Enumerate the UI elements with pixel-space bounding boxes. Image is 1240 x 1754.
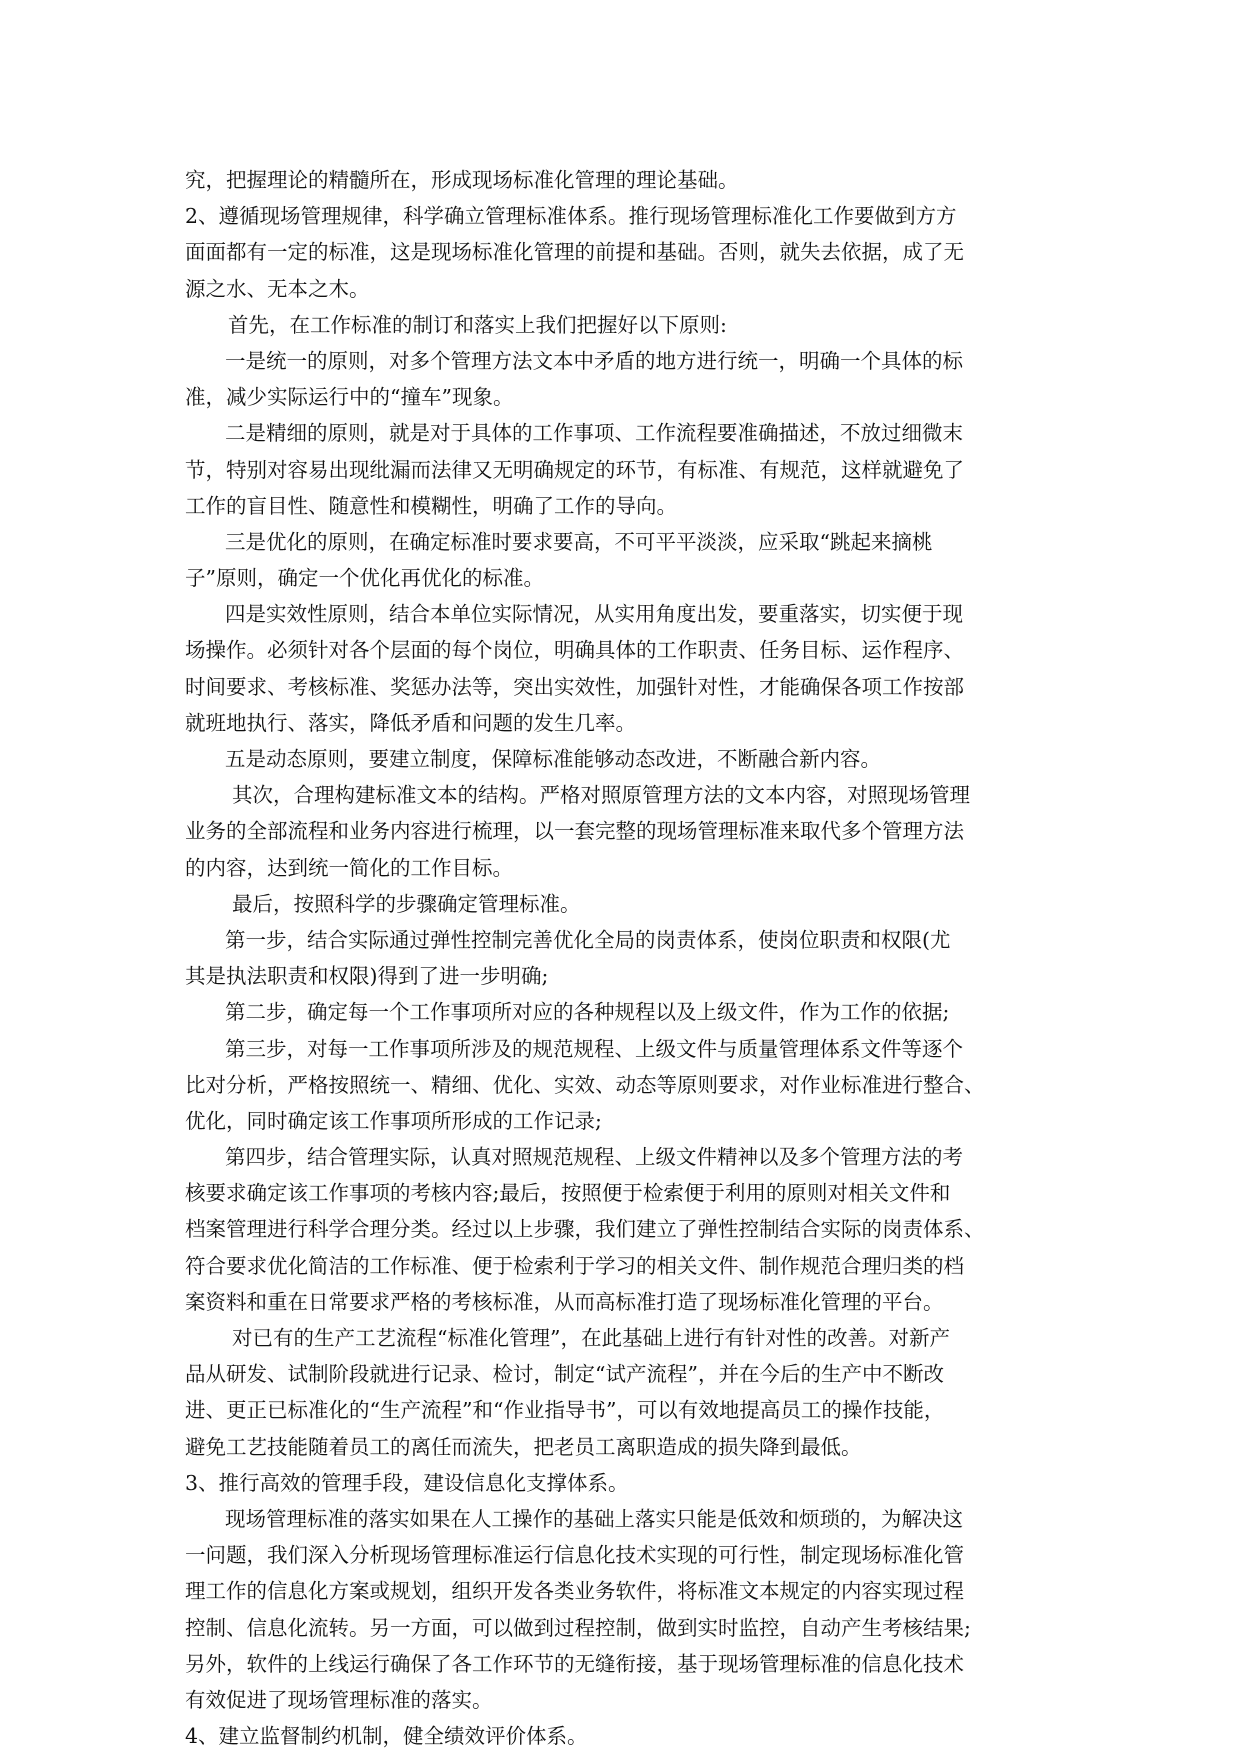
paragraph-start: 现场管理标准的落实如果在人工操作的基础上落实只能是低效和烦琐的，为解决这: [225, 1506, 963, 1531]
text-line: 档案管理进行科学合理分类。经过以上步骤，我们建立了弹性控制结合实际的岗责体系、: [185, 1217, 985, 1242]
paragraph-start: 对已有的生产工艺流程“标准化管理”，在此基础上进行有针对性的改善。对新产: [232, 1326, 950, 1350]
paragraph-start: 第一步，结合实际通过弹性控制完善优化全局的岗责体系，使岗位职责和权限(尤: [225, 927, 951, 952]
text-line: 进、更正已标准化的“生产流程”和“作业指导书”，可以有效地提高员工的操作技能，: [185, 1398, 945, 1423]
text-line: 节，特别对容易出现纰漏而法律又无明确规定的环节，有标准、有规范，这样就避免了: [185, 457, 964, 482]
paragraph-start: 第二步，确定每一个工作事项所对应的各种规程以及上级文件，作为工作的依据;: [225, 1000, 950, 1025]
paragraph-start: 第三步，对每一工作事项所涉及的规范规程、上级文件与质量管理体系文件等逐个: [225, 1036, 963, 1061]
text-line: 品从研发、试制阶段就进行记录、检讨，制定“试产流程”，并在今后的生产中不断改: [185, 1362, 944, 1387]
text-line: 场操作。必须针对各个层面的每个岗位，明确具体的工作职责、任务目标、运作程序、: [185, 638, 964, 663]
paragraph-start: 五是动态原则，要建立制度，保障标准能够动态改进，不断融合新内容。: [225, 747, 881, 771]
text-line: 准，减少实际运行中的“撞车”现象。: [185, 385, 514, 410]
text-line: 一问题，我们深入分析现场管理标准运行信息化技术实现的可行性，制定现场标准化管: [185, 1543, 964, 1568]
text-line: 另外，软件的上线运行确保了各工作环节的无缝衔接，基于现场管理标准的信息化技术: [185, 1651, 964, 1676]
text-line: 符合要求优化简洁的工作标准、便于检索利于学习的相关文件、制作规范合理归类的档: [185, 1253, 964, 1278]
text-line: 工作的盲目性、随意性和模糊性，明确了工作的导向。: [185, 493, 677, 518]
text-line: 就班地执行、落实，降低矛盾和问题的发生几率。: [185, 710, 636, 735]
text-line: 优化，同时确定该工作事项所形成的工作记录;: [185, 1108, 602, 1133]
paragraph-start: 三是优化的原则，在确定标准时要求要高，不可平平淡淡，应采取“跳起来摘桃: [225, 529, 933, 554]
section-heading: 4、建立监督制约机制，健全绩效评价体系。: [185, 1724, 588, 1749]
text-line: 比对分析，严格按照统一、精细、优化、实效、动态等原则要求，对作业标准进行整合、: [185, 1072, 985, 1097]
text-line: 理工作的信息化方案或规划，组织开发各类业务软件，将标准文本规定的内容实现过程: [185, 1579, 964, 1604]
text-line: 究，把握理论的精髓所在，形成现场标准化管理的理论基础。: [185, 168, 739, 192]
text-line: 面面都有一定的标准，这是现场标准化管理的前提和基础。否则，就失去依据，成了无: [185, 240, 964, 265]
section-heading: 3、推行高效的管理手段，建设信息化支撑体系。: [185, 1470, 629, 1495]
text-line: 案资料和重在日常要求严格的考核标准，从而高标准打造了现场标准化管理的平台。: [185, 1289, 944, 1314]
text-line: 核要求确定该工作事项的考核内容;最后，按照便于检索便于利用的原则对相关文件和: [185, 1181, 951, 1206]
paragraph-start: 第四步，结合管理实际，认真对照规范规程、上级文件精神以及多个管理方法的考: [225, 1145, 963, 1170]
paragraph-start: 最后，按照科学的步骤确定管理标准。: [232, 891, 581, 916]
text-line: 源之水、无本之木。: [185, 276, 370, 301]
paragraph-start: 四是实效性原则，结合本单位实际情况，从实用角度出发，要重落实，切实便于现: [225, 602, 963, 627]
text-line: 时间要求、考核标准、奖惩办法等，突出实效性，加强针对性，才能确保各项工作按部: [185, 674, 964, 699]
text-line: 其是执法职责和权限)得到了进一步明确;: [185, 964, 549, 989]
text-line: 控制、信息化流转。另一方面，可以做到过程控制，做到实时监控，自动产生考核结果;: [185, 1615, 971, 1640]
document-body: [185, 162, 1065, 1754]
text-line: 业务的全部流程和业务内容进行梳理，以一套完整的现场管理标准来取代多个管理方法: [185, 819, 964, 844]
text-line: 有效促进了现场管理标准的落实。: [185, 1687, 493, 1712]
paragraph-start: 二是精细的原则，就是对于具体的工作事项、工作流程要准确描述，不放过细微末: [225, 421, 963, 446]
paragraph-start: 一是统一的原则，对多个管理方法文本中矛盾的地方进行统一，明确一个具体的标: [225, 348, 963, 373]
paragraph-start: 首先，在工作标准的制订和落实上我们把握好以下原则:: [228, 312, 727, 337]
paragraph-start: 其次，合理构建标准文本的结构。严格对照原管理方法的文本内容，对照现场管理: [232, 783, 970, 808]
text-line: 避免工艺技能随着员工的离任而流失，把老员工离职造成的损失降到最低。: [185, 1434, 862, 1459]
text-line: 的内容，达到统一简化的工作目标。: [185, 855, 513, 880]
text-line: 子”原则，确定一个优化再优化的标准。: [185, 566, 544, 591]
section-heading: 2、遵循现场管理规律，科学确立管理标准体系。推行现场管理标准化工作要做到方方: [185, 204, 957, 229]
